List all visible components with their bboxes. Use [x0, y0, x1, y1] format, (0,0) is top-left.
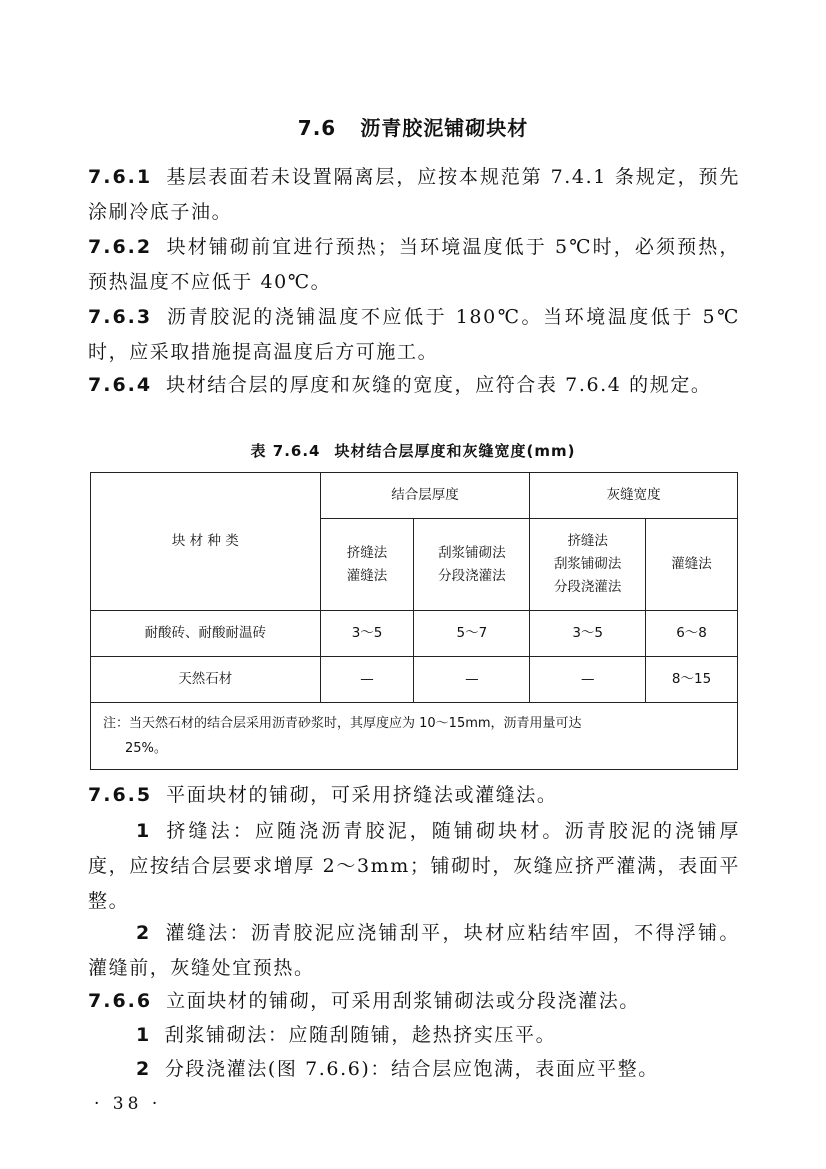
table-note-row — [91, 703, 738, 770]
item-text: 刮浆铺砌法：应随刮随铺，趁热挤实压平。 — [164, 1024, 557, 1046]
subheader-cell — [530, 519, 646, 611]
header-bedding-thickness: 结合层厚度 — [320, 473, 530, 519]
page-number: · 38 · — [94, 1094, 162, 1114]
clause-text: 立面块材的铺砌，可采用刮浆铺砌法或分段浇灌法。 — [166, 990, 640, 1012]
row-value: — — [414, 657, 530, 703]
clause-number: 7.6.1 — [88, 166, 153, 188]
clause-text: 块材铺砌前宜进行预热；当环境温度低于 5℃时，必须预热，预热温度不应低于 40℃。 — [88, 236, 740, 293]
subheader-line: 刮浆铺砌法 — [553, 556, 622, 572]
section-title — [0, 112, 826, 141]
clause-number: 7.6.6 — [88, 990, 153, 1012]
subheader-cell — [414, 519, 530, 611]
section-heading: 沥青胶泥铺砌块材 — [360, 116, 529, 140]
table-note — [91, 703, 738, 770]
table-row — [91, 611, 738, 657]
item-number: 1 — [136, 820, 151, 842]
section-number: 7.6 — [297, 116, 337, 140]
item-number: 1 — [136, 1024, 151, 1046]
note-line: 25%。 — [125, 741, 167, 756]
item-7-6-5-2 — [88, 916, 740, 986]
clause-text: 沥青胶泥的浇铺温度不应低于 180℃。当环境温度低于 5℃时，应采取措施提高温度后方可施工。 — [88, 306, 740, 363]
clause-number: 7.6.2 — [88, 236, 153, 258]
clause-number: 7.6.3 — [88, 306, 153, 328]
subheader-line: 挤缝法 — [567, 533, 608, 549]
clause-7-6-3 — [88, 300, 740, 370]
row-value: 8～15 — [646, 657, 738, 703]
item-number: 2 — [136, 922, 151, 944]
subheader-line: 灌缝法 — [671, 556, 712, 572]
subheader-line: 灌缝法 — [346, 567, 388, 584]
subheader-line: 刮浆铺砌法 — [438, 544, 506, 561]
header-joint-width: 灰缝宽度 — [530, 473, 738, 519]
subheader-line: 挤缝法 — [346, 544, 388, 561]
item-7-6-6-1 — [88, 1018, 740, 1053]
subheader-line: 分段浇灌法 — [553, 579, 622, 595]
row-value: 5～7 — [414, 611, 530, 657]
table-title: 块材结合层厚度和灰缝宽度(mm) — [334, 442, 576, 460]
item-text: 分段浇灌法(图 7.6.6)：结合层应饱满，表面应平整。 — [164, 1058, 659, 1080]
item-text: 灌缝法：沥青胶泥应浇铺刮平，块材应粘结牢固，不得浮铺。灌缝前，灰缝处宜预热。 — [88, 922, 740, 979]
spec-table — [90, 472, 738, 770]
clause-7-6-5 — [88, 778, 740, 813]
header-block-type: 块 材 种 类 — [91, 473, 321, 611]
row-value: — — [320, 657, 414, 703]
clause-7-6-4 — [88, 368, 740, 403]
item-7-6-5-1 — [88, 814, 740, 919]
item-7-6-6-2 — [88, 1052, 740, 1087]
row-value: — — [530, 657, 646, 703]
table-caption — [0, 440, 826, 461]
subheader-cell — [320, 519, 414, 611]
note-line: 注：当天然石材的结合层采用沥青砂浆时，其厚度应为 10～15mm，沥青用量可达 — [103, 716, 582, 731]
clause-number: 7.6.5 — [88, 784, 153, 806]
row-value: 6～8 — [646, 611, 738, 657]
clause-7-6-6 — [88, 984, 740, 1019]
clause-7-6-1 — [88, 160, 740, 230]
table-number: 表 7.6.4 — [250, 442, 321, 460]
clause-7-6-2 — [88, 230, 740, 300]
item-number: 2 — [136, 1058, 151, 1080]
row-value: 3～5 — [530, 611, 646, 657]
row-type: 耐酸砖、耐酸耐温砖 — [91, 611, 321, 657]
row-value: 3～5 — [320, 611, 414, 657]
subheader-cell — [646, 519, 738, 611]
row-type: 天然石材 — [91, 657, 321, 703]
clause-text: 平面块材的铺砌，可采用挤缝法或灌缝法。 — [166, 784, 558, 806]
table-row — [91, 657, 738, 703]
clause-text: 块材结合层的厚度和灰缝的宽度，应符合表 7.6.4 的规定。 — [166, 374, 712, 396]
subheader-line: 分段浇灌法 — [438, 567, 506, 584]
clause-number: 7.6.4 — [88, 374, 153, 396]
clause-text: 基层表面若未设置隔离层，应按本规范第 7.4.1 条规定，预先涂刷冷底子油。 — [88, 166, 740, 223]
item-text: 挤缝法：应随浇沥青胶泥，随铺砌块材。沥青胶泥的浇铺厚度，应按结合层要求增厚 2～3mm；铺砌时，灰缝应挤严灌满，表面平整。 — [88, 820, 740, 912]
